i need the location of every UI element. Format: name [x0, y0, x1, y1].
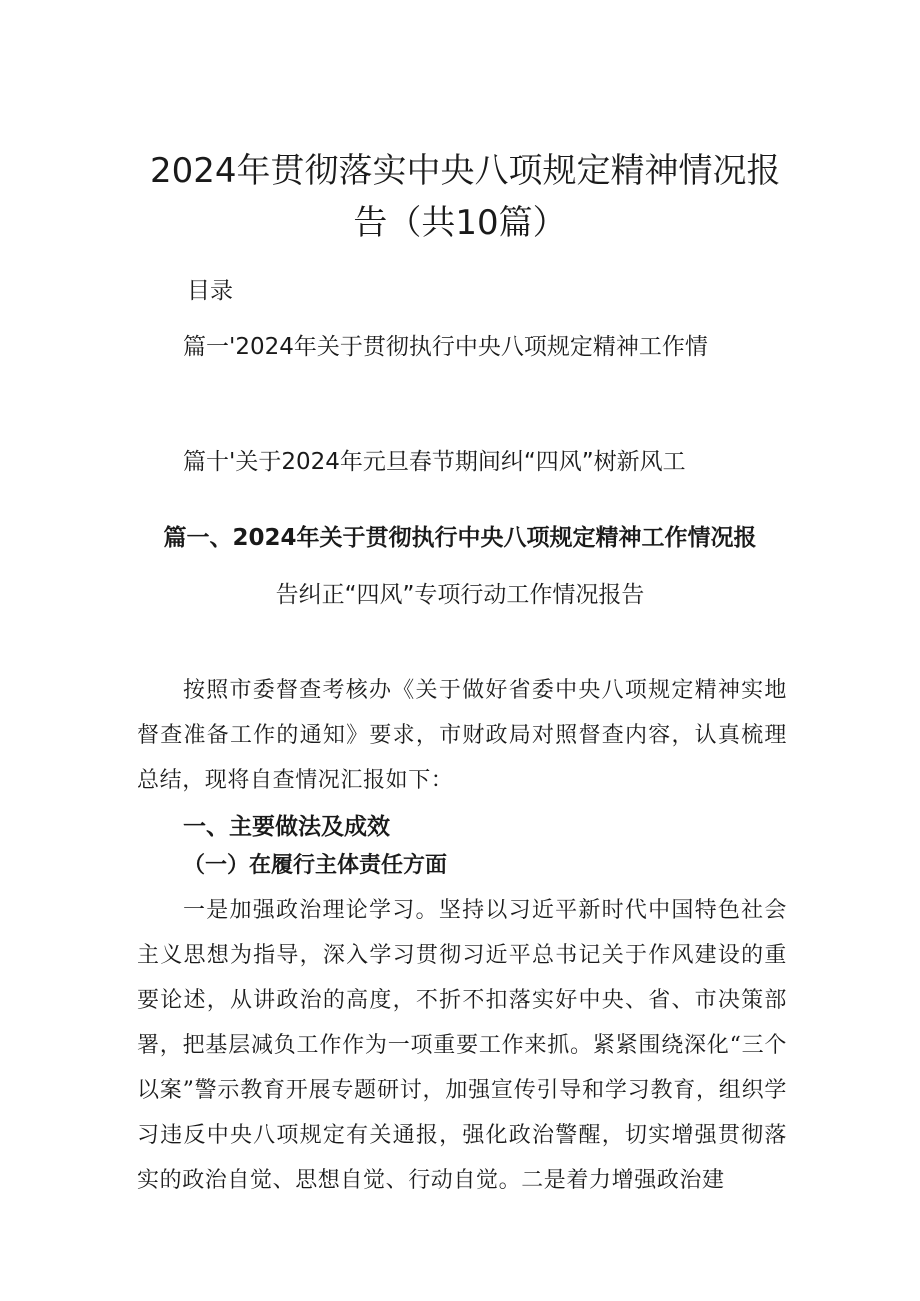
heading-main-practices: 一、主要做法及成效	[183, 814, 390, 840]
heading-subject-responsibility: （一）在履行主体责任方面	[183, 852, 448, 878]
document-title-line-2: 告（共10篇）	[353, 203, 567, 243]
section-title-line-2: 告纠正“四风”专项行动工作情况报告	[275, 582, 645, 608]
body-paragraph: 一是加强政治理论学习。坚持以习近平新时代中国特色社会主义思想为指导，深入学习贯彻习近平总书记关于作风建设的重要论述，从讲政治的高度，不折不扣落实好中央、省、市决策部署，把基层减负工作作为一项重要工作来抓。紧紧围绕深化“三个以案”警示教育开展专题研讨，加强宣传引导和学习教育，组织学习违反中央八项规定有关通报，强化政治警醒，切实增强贯彻落实的政治自觉、思想自觉、行动自觉。二是着力增强政治建	[137, 898, 787, 1193]
intro-paragraph: 按照市委督查考核办《关于做好省委中央八项规定精神实地督查准备工作的通知》要求，市财政局对照督查内容，认真梳理总结，现将自查情况汇报如下：	[137, 678, 787, 793]
section-title-line-1: 篇一、2024年关于贯彻执行中央八项规定精神工作情况报	[163, 525, 757, 551]
document-title-line-1: 2024年贯彻落实中央八项规定精神情况报	[150, 151, 781, 191]
toc-item-1[interactable]: 篇一'2024年关于贯彻执行中央八项规定精神工作情	[183, 334, 708, 360]
toc-label: 目录	[187, 278, 233, 304]
toc-item-10[interactable]: 篇十'关于2024年元旦春节期间纠“四风”树新风工	[183, 449, 686, 475]
